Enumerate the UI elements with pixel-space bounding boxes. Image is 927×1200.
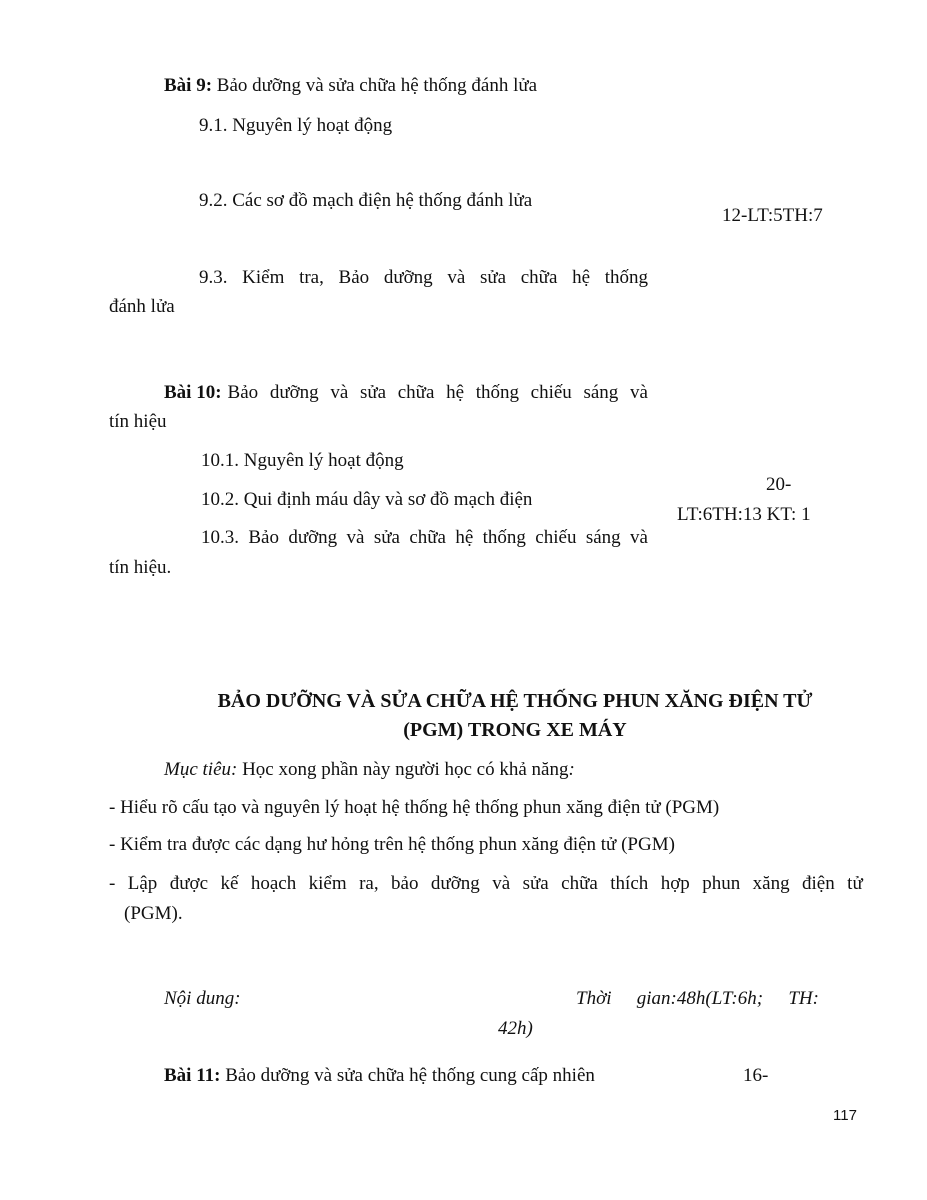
lesson-9-title [164, 76, 537, 95]
objective-label: Mục tiêu: [164, 759, 238, 780]
word: dưỡng [383, 267, 433, 288]
word: thống [482, 527, 526, 548]
word: xăng [752, 873, 790, 894]
word: thống [475, 382, 519, 403]
word: được [169, 873, 209, 894]
lesson-9-item-2: 9.2. Các sơ đồ mạch điện hệ thống đánh lửa [199, 190, 533, 211]
word: và [447, 267, 466, 288]
word: tử [847, 873, 863, 894]
objective-line [164, 760, 575, 779]
word: và [629, 382, 648, 403]
section-time-continuation: 42h) [498, 1018, 533, 1039]
objective-colon: : [568, 759, 575, 780]
word: dưỡng [430, 873, 480, 894]
word: gian:48h(LT:6h; [636, 988, 764, 1009]
word: và [330, 382, 349, 403]
lesson-9-label: Bài 9: [164, 75, 213, 96]
word: 10.3. [201, 527, 239, 548]
objective-bullet-3 [109, 874, 863, 893]
lesson-9-time: 12-LT:5TH:7 [722, 205, 823, 226]
lesson-10-time-line-1: 20- [766, 474, 792, 495]
section-heading-line-2: (PGM) TRONG XE MÁY [403, 719, 627, 741]
lesson-11-title [164, 1066, 595, 1085]
word: chữa [409, 527, 446, 548]
word: hệ [572, 267, 591, 288]
content-label: Nội dung: [164, 988, 241, 1009]
word: sửa [479, 267, 507, 288]
objective-bullet-3-continuation: (PGM). [124, 903, 183, 924]
lesson-10-title-line [164, 383, 648, 402]
word: và [346, 527, 365, 548]
word: dưỡng [269, 382, 319, 403]
word: hoạch [250, 873, 297, 894]
objective-text: Học xong phần này người học có khả năng [237, 759, 569, 780]
word: sáng [583, 382, 619, 403]
lesson-10-title-continuation: tín hiệu [109, 411, 167, 432]
word: chữa [397, 382, 435, 403]
word: chiếu [535, 527, 577, 548]
lesson-10-time-line-2: LT:6TH:13 KT: 1 [677, 504, 811, 525]
lesson-9-item-3 [199, 268, 648, 287]
section-time [576, 989, 819, 1008]
word: sáng [585, 527, 621, 548]
word: tra, [299, 267, 324, 288]
lesson-9-item-3-continuation: đánh lửa [109, 296, 175, 317]
word: thích [610, 873, 649, 894]
word: thống [604, 267, 648, 288]
lesson-10-item-3 [201, 528, 648, 547]
word: hệ [455, 527, 474, 548]
word: - [109, 873, 116, 894]
lesson-10-label: Bài 10: [164, 382, 222, 403]
word: chữa [520, 267, 558, 288]
word: và [630, 527, 648, 548]
word: ra, [359, 873, 379, 894]
word: chiếu [530, 382, 572, 403]
word: điện [802, 873, 835, 894]
lesson-9-item-1: 9.1. Nguyên lý hoạt động [199, 115, 393, 136]
word: Bảo [248, 527, 279, 548]
word: kế [220, 873, 239, 894]
word: kiểm [308, 873, 347, 894]
lesson-11-time: 16- [743, 1065, 769, 1086]
word: Bảo [227, 382, 259, 403]
word: TH: [788, 988, 819, 1009]
word: Lập [127, 873, 158, 894]
section-heading-line-1: BẢO DƯỠNG VÀ SỬA CHỮA HỆ THỐNG PHUN XĂNG ĐIỆN TỬ [217, 690, 813, 712]
lesson-9-title-text: Bảo dưỡng và sửa chữa hệ thống đánh lửa [216, 75, 538, 96]
word: Thời [576, 988, 612, 1009]
word: hệ [446, 382, 465, 403]
word: chữa [561, 873, 598, 894]
word: Bảo [338, 267, 370, 288]
word: phun [702, 873, 741, 894]
lesson-11-title-text: Bảo dưỡng và sửa chữa hệ thống cung cấp nhiên [225, 1065, 595, 1086]
page-number: 117 [833, 1107, 857, 1124]
lesson-10-item-2: 10.2. Qui định máu dây và sơ đồ mạch điện [201, 489, 533, 510]
word: hợp [660, 873, 690, 894]
word: sửa [522, 873, 549, 894]
word: bảo [391, 873, 419, 894]
lesson-10-item-3-continuation: tín hiệu. [109, 557, 172, 578]
lesson-11-label: Bài 11: [164, 1065, 221, 1086]
word: sửa [373, 527, 400, 548]
word: sửa [359, 382, 387, 403]
lesson-10-item-1: 10.1. Nguyên lý hoạt động [201, 450, 404, 471]
word: Kiểm [242, 267, 285, 288]
word: và [492, 873, 511, 894]
word: dưỡng [288, 527, 338, 548]
objective-bullet-1: - Hiểu rõ cấu tạo và nguyên lý hoạt hệ thống hệ thống phun xăng điện tử (PGM) [109, 797, 720, 818]
lesson-10-title-text [228, 383, 648, 402]
objective-bullet-2: - Kiểm tra được các dạng hư hỏng trên hệ thống phun xăng điện tử (PGM) [109, 834, 675, 855]
word: 9.3. [199, 267, 228, 288]
